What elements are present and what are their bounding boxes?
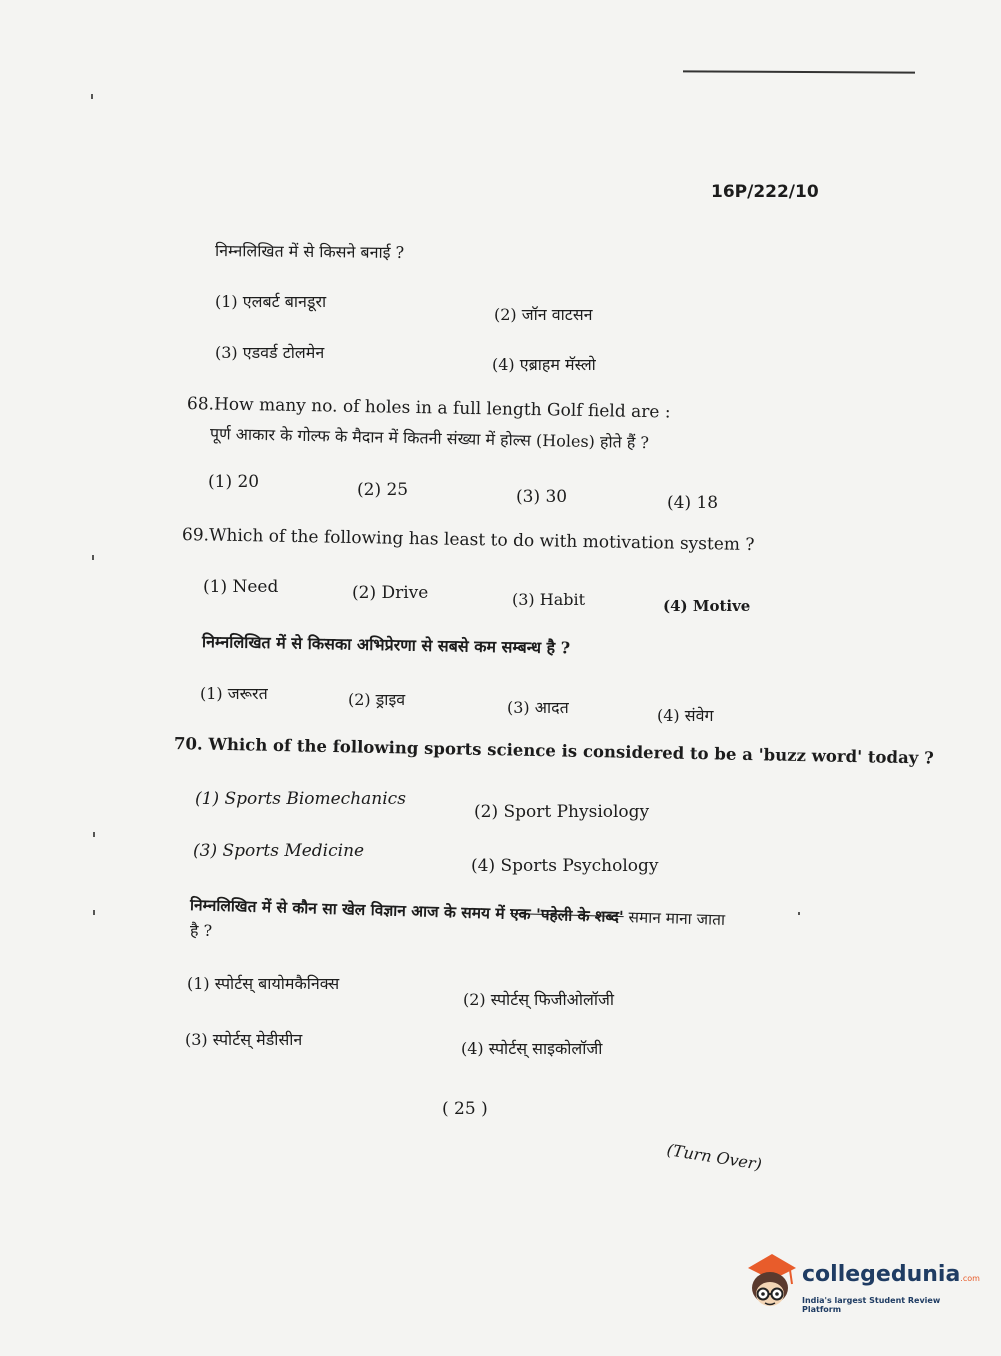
scan-speck [93, 832, 95, 837]
q69-option-3-hi: (3) आदत [507, 698, 569, 717]
q69-english-text: Which of the following has least to do with motivation system ? [208, 525, 755, 555]
q70-hindi-part-a: निम्नलिखित में से कौन सा खेल विज्ञान आज के समय में [189, 895, 511, 923]
paper-code: 16P/222/10 [711, 182, 819, 202]
q70-number: 70. [173, 734, 203, 754]
scan-speck [798, 912, 800, 915]
q67-option-1: (1) एलबर्ट बानडूरा [215, 292, 327, 311]
q70-hindi-line1 [190, 893, 726, 930]
q69-option-4-en: (4) Motive [663, 597, 751, 615]
q70-option-2-hi: (2) स्पोर्टस् फिजीओलॉजी [463, 990, 615, 1009]
q70-option-2-en: (2) Sport Physiology [474, 802, 650, 822]
logo-brand [802, 1262, 980, 1287]
q68-option-3: (3) 30 [516, 487, 568, 507]
scan-speck [91, 94, 93, 99]
q68-number: 68. [186, 394, 215, 415]
collegedunia-logo [742, 1250, 980, 1320]
q70-english [174, 734, 934, 768]
q70-option-4-hi: (4) स्पोर्टस् साइकोलॉजी [461, 1039, 603, 1058]
q68-option-4: (4) 18 [667, 493, 719, 513]
q68-english [187, 394, 671, 422]
q68-hindi: पूर्ण आकार के गोल्फ के मैदान में कितनी संख्या में होल्स (Holes) होते हैं ? [209, 424, 650, 453]
q70-hindi-line2: है ? [190, 921, 213, 940]
q70-english-text: Which of the following sports science is considered to be a 'buzz word' today ? [208, 734, 934, 768]
page-number: ( 25 ) [442, 1099, 488, 1119]
q69-english [182, 525, 755, 555]
q69-number: 69. [181, 525, 210, 546]
q70-option-1-hi: (1) स्पोर्टस् बायोमकैनिक्स [187, 974, 340, 993]
logo-brand-text: collegedunia [802, 1262, 961, 1287]
q70-hindi-part-b: समान माना जाता [623, 908, 726, 929]
scan-speck [93, 910, 95, 915]
mascot-icon [742, 1250, 798, 1312]
q67-option-4: (4) एब्राहम मॅस्लो [492, 355, 596, 374]
top-rule [683, 70, 915, 73]
logo-tagline: India's largest Student Review Platform [802, 1296, 941, 1314]
q69-hindi: निम्नलिखित में से किसका अभिप्रेरणा से सबसे कम सम्बन्ध है ? [201, 632, 571, 658]
q69-option-3-en: (3) Habit [512, 590, 586, 609]
q70-option-3-en: (3) Sports Medicine [193, 841, 365, 861]
q70-hindi-struck: एक 'पहेली के शब्द' [509, 903, 624, 927]
q69-option-2-hi: (2) ड्राइव [348, 690, 406, 709]
q69-option-1-hi: (1) जरूरत [200, 684, 268, 703]
q69-option-2-en: (2) Drive [352, 583, 429, 603]
q67-hindi-stem: निम्नलिखित में से किसने बनाई ? [214, 241, 405, 262]
scan-speck [92, 555, 94, 560]
q70-option-4-en: (4) Sports Psychology [471, 856, 659, 876]
q70-option-1-en: (1) Sports Biomechanics [195, 789, 406, 809]
q68-option-1: (1) 20 [208, 472, 260, 492]
q70-option-3-hi: (3) स्पोर्टस् मेडीसीन [185, 1030, 303, 1049]
logo-com: .com [960, 1274, 980, 1283]
q68-option-2: (2) 25 [357, 480, 409, 500]
q68-english-text: How many no. of holes in a full length Golf field are : [213, 394, 671, 423]
turn-over: (Turn Over) [665, 1140, 764, 1174]
q69-option-1-en: (1) Need [203, 577, 279, 597]
q69-option-4-hi: (4) संवेग [657, 706, 714, 725]
q67-option-3: (3) एडवर्ड टोलमेन [215, 343, 325, 362]
q67-option-2: (2) जॉन वाटसन [494, 305, 593, 324]
